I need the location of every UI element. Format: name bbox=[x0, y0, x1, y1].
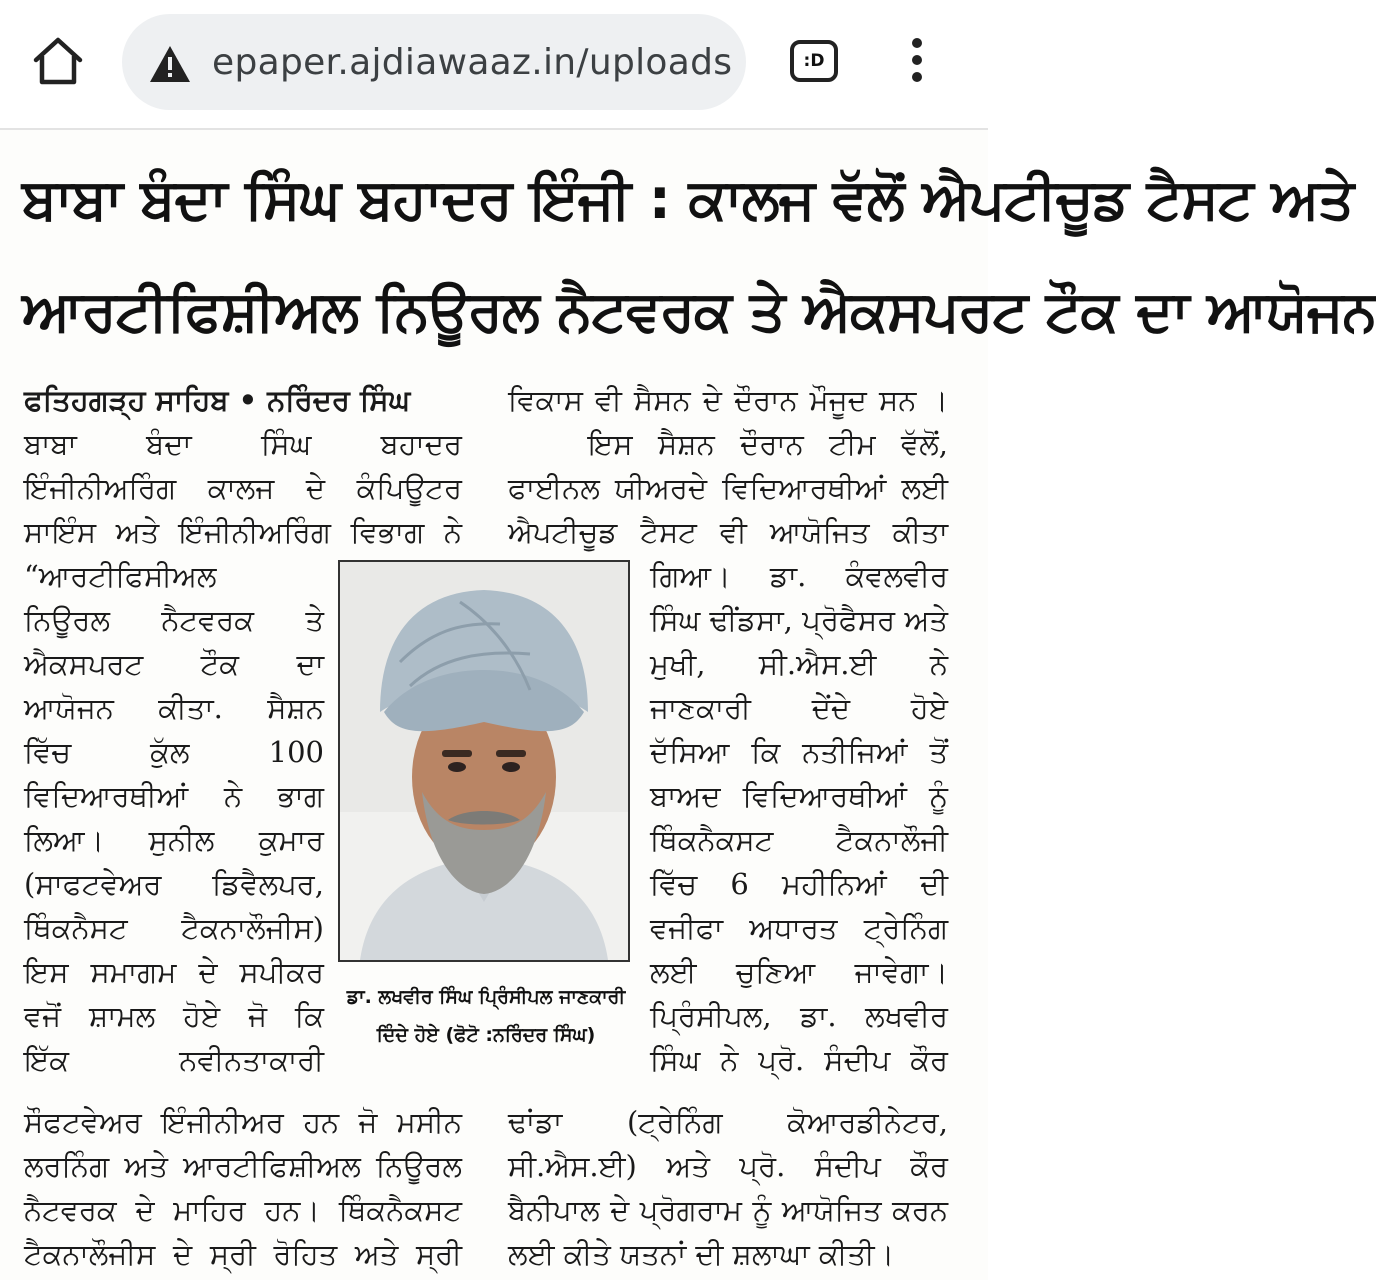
more-vert-icon[interactable] bbox=[908, 38, 926, 88]
text-line: ਟੈਕਨਾਲੌਜੀਸ ਦੇ ਸ੍ਰੀ ਰੋਹਿਤ ਅਤੇ ਸ੍ਰੀ bbox=[24, 1237, 462, 1271]
text-line: ਦੱਸਿਆ ਕਿ ਨਤੀਜਿਆਂ ਤੋਂ bbox=[650, 735, 948, 769]
article-column-left-narrow bbox=[24, 554, 324, 1082]
text-line: ਸੀ.ਐਸ.ਈ) ਅਤੇ ਪ੍ਰੋ. ਸੰਦੀਪ ਕੌਰ bbox=[508, 1149, 948, 1183]
portrait-illustration bbox=[340, 562, 628, 960]
text-line: ਵਜੋਂ ਸ਼ਾਮਲ ਹੋਏ ਜੋ ਕਿ bbox=[24, 999, 324, 1033]
text-line: ਥਿੰਕਨੈਕਸਟ ਟੈਕਨਾਲੌਜੀ bbox=[650, 823, 948, 857]
text-line: ਫਾਈਨਲ ਯੀਅਰਦੇ ਵਿਦਿਆਰਥੀਆਂ ਲਈ bbox=[508, 471, 948, 505]
text-line: ਵਿੱਚ 6 ਮਹੀਨਿਆਂ ਦੀ bbox=[650, 867, 948, 901]
text-line: ਲਿਆ। ਸੁਨੀਲ ਕੁਮਾਰ bbox=[24, 823, 324, 857]
text-line: ਨਿਊਰਲ ਨੈਟਵਰਕ ਤੇ bbox=[24, 603, 324, 637]
text-line: ਇੰਜੀਨੀਅਰਿੰਗ ਕਾਲਜ ਦੇ ਕੰਪਿਊਟਰ bbox=[24, 471, 462, 505]
principal-photo bbox=[338, 560, 630, 962]
text-line: ਬਾਅਦ ਵਿਦਿਆਰਥੀਆਂ ਨੂੰ bbox=[650, 779, 948, 813]
warning-icon[interactable] bbox=[148, 44, 192, 84]
text-line: ਵਿਕਾਸ ਵੀ ਸੈਸਨ ਦੇ ਦੌਰਾਨ ਮੌਜੂਦ ਸਨ । bbox=[508, 383, 948, 417]
text-line: ਬੈਨੀਪਾਲ ਦੇ ਪ੍ਰੋਗਰਾਮ ਨੂੰ ਆਯੋਜਿਤ ਕਰਨ bbox=[508, 1193, 948, 1227]
text-line: ਐਪਟੀਚੂਡ ਟੈਸਟ ਵੀ ਆਯੋਜਿਤ ਕੀਤਾ bbox=[508, 515, 948, 549]
text-line: ਲਰਨਿੰਗ ਅਤੇ ਆਰਟੀਫਿਸ਼ੀਅਲ ਨਿਊਰਲ bbox=[24, 1149, 462, 1183]
text-line: ਵਜੀਫਾ ਅਧਾਰਤ ਟ੍ਰੇਨਿੰਗ bbox=[650, 911, 948, 945]
article-column-right-top bbox=[508, 378, 948, 554]
text-line: “ਆਰਟੀਫਿਸੀਅਲ bbox=[24, 559, 217, 593]
text-line: ਸਿੰਘ ਢੀਂਡਸਾ, ਪ੍ਰੋਫੈਸਰ ਅਤੇ bbox=[650, 603, 948, 637]
text-line: ਵਿੱਚ ਕੁੱਲ 100 bbox=[24, 735, 324, 769]
text-line: ਆਯੋਜਨ ਕੀਤਾ. ਸੈਸ਼ਨ bbox=[24, 691, 324, 725]
photo-caption bbox=[346, 978, 626, 1054]
text-line: ਗਿਆ। ਡਾ. ਕੰਵਲਵੀਰ bbox=[650, 559, 948, 593]
text-line: ਸੌਫਟਵੇਅਰ ਇੰਜੀਨੀਅਰ ਹਨ ਜੋ ਮਸੀਨ bbox=[24, 1105, 462, 1139]
text-line: ਸਿੰਘ ਨੇ ਪ੍ਰੋ. ਸੰਦੀਪ ਕੌਰ bbox=[650, 1043, 948, 1077]
browser-toolbar bbox=[0, 0, 988, 130]
text-line: ਇਸ ਸਮਾਗਮ ਦੇ ਸਪੀਕਰ bbox=[24, 955, 324, 989]
article-column-left-top bbox=[24, 378, 462, 554]
newspaper-article bbox=[0, 130, 1376, 1280]
text-line: ਸਾਇੰਸ ਅਤੇ ਇੰਜੀਨੀਅਰਿੰਗ ਵਿਭਾਗ ਨੇ bbox=[24, 515, 462, 549]
text-line: ਜਾਣਕਾਰੀ ਦੇਂਦੇ ਹੋਏ bbox=[650, 691, 948, 725]
photo-caption-line-1: ਡਾ. ਲਖਵੀਰ ਸਿੰਘ ਪ੍ਰਿੰਸੀਪਲ ਜਾਣਕਾਰੀ bbox=[346, 986, 626, 1008]
text-line: ਨੈਟਵਰਕ ਦੇ ਮਾਹਿਰ ਹਨ। ਥਿੰਕਨੈਕਸਟ bbox=[24, 1193, 462, 1227]
text-line: ਐਕਸਪਰਟ ਟੌਕ ਦਾ bbox=[24, 647, 324, 681]
text-line: ਬਾਬਾ ਬੰਦਾ ਸਿੰਘ ਬਹਾਦਰ bbox=[24, 427, 462, 461]
text-line: ਲਈ ਕੀਤੇ ਯਤਨਾਂ ਦੀ ਸ਼ਲਾਘਾ ਕੀਤੀ। bbox=[508, 1237, 895, 1271]
url-text[interactable]: epaper.ajdiawaaz.in/uploads bbox=[212, 42, 733, 83]
text-line: ਮੁਖੀ, ਸੀ.ਐਸ.ਈ ਨੇ bbox=[650, 647, 948, 681]
text-line: ਇਸ ਸੈਸ਼ਨ ਦੌਰਾਨ ਟੀਮ ਵੱਲੋਂ, bbox=[588, 427, 948, 461]
home-icon[interactable] bbox=[30, 36, 86, 86]
article-column-right-bottom bbox=[508, 1100, 948, 1276]
text-line: ਲਈ ਚੁਣਿਆ ਜਾਵੇਗਾ। bbox=[650, 955, 948, 989]
photo-caption-line-2: ਦਿੰਦੇ ਹੋਏ (ਫੋਟੋ :ਨਰਿੰਦਰ ਸਿੰਘ) bbox=[376, 1024, 596, 1046]
text-line: (ਸਾਫਟਵੇਅਰ ਡਿਵੈਲਪਰ, bbox=[24, 867, 324, 901]
text-line: ਪ੍ਰਿੰਸੀਪਲ, ਡਾ. ਲਖਵੀਰ bbox=[650, 999, 948, 1033]
address-bar[interactable] bbox=[122, 14, 746, 110]
text-line: ਇੱਕ ਨਵੀਨਤਾਕਾਰੀ bbox=[24, 1043, 324, 1077]
text-line: ਢਾਂਡਾ (ਟ੍ਰੇਨਿੰਗ ਕੋਆਰਡੀਨੇਟਰ, bbox=[508, 1105, 948, 1139]
text-line: ਵਿਦਿਆਰਥੀਆਂ ਨੇ ਭਾਗ bbox=[24, 779, 324, 813]
headline-line-1: ਬਾਬਾ ਬੰਦਾ ਸਿੰਘ ਬਹਾਦਰ ਇੰਜੀ : ਕਾਲਜ ਵੱਲੋਂ ਐਪਟੀਚੂਡ ਟੈਸਟ ਅਤੇ bbox=[22, 167, 1354, 232]
reader-mode-icon[interactable]: :D bbox=[790, 40, 838, 82]
article-column-right-narrow bbox=[650, 554, 948, 1082]
headline-line-2: ਆਰਟੀਫਿਸ਼ੀਅਲ ਨਿਊਰਲ ਨੈਟਵਰਕ ਤੇ ਐਕਸਪਰਟ ਟੌਕ ਦਾ ਆਯੋਜਨ bbox=[22, 279, 1376, 344]
byline: ਫਤਿਹਗੜ੍ਹ ਸਾਹਿਬ • ਨਰਿੰਦਰ ਸਿੰਘ bbox=[24, 383, 411, 417]
article-column-left-bottom bbox=[24, 1100, 462, 1276]
text-line: ਥਿੰਕਨੈਸਟ ਟੈਕਨਾਲੌਜੀਸ) bbox=[24, 911, 324, 945]
